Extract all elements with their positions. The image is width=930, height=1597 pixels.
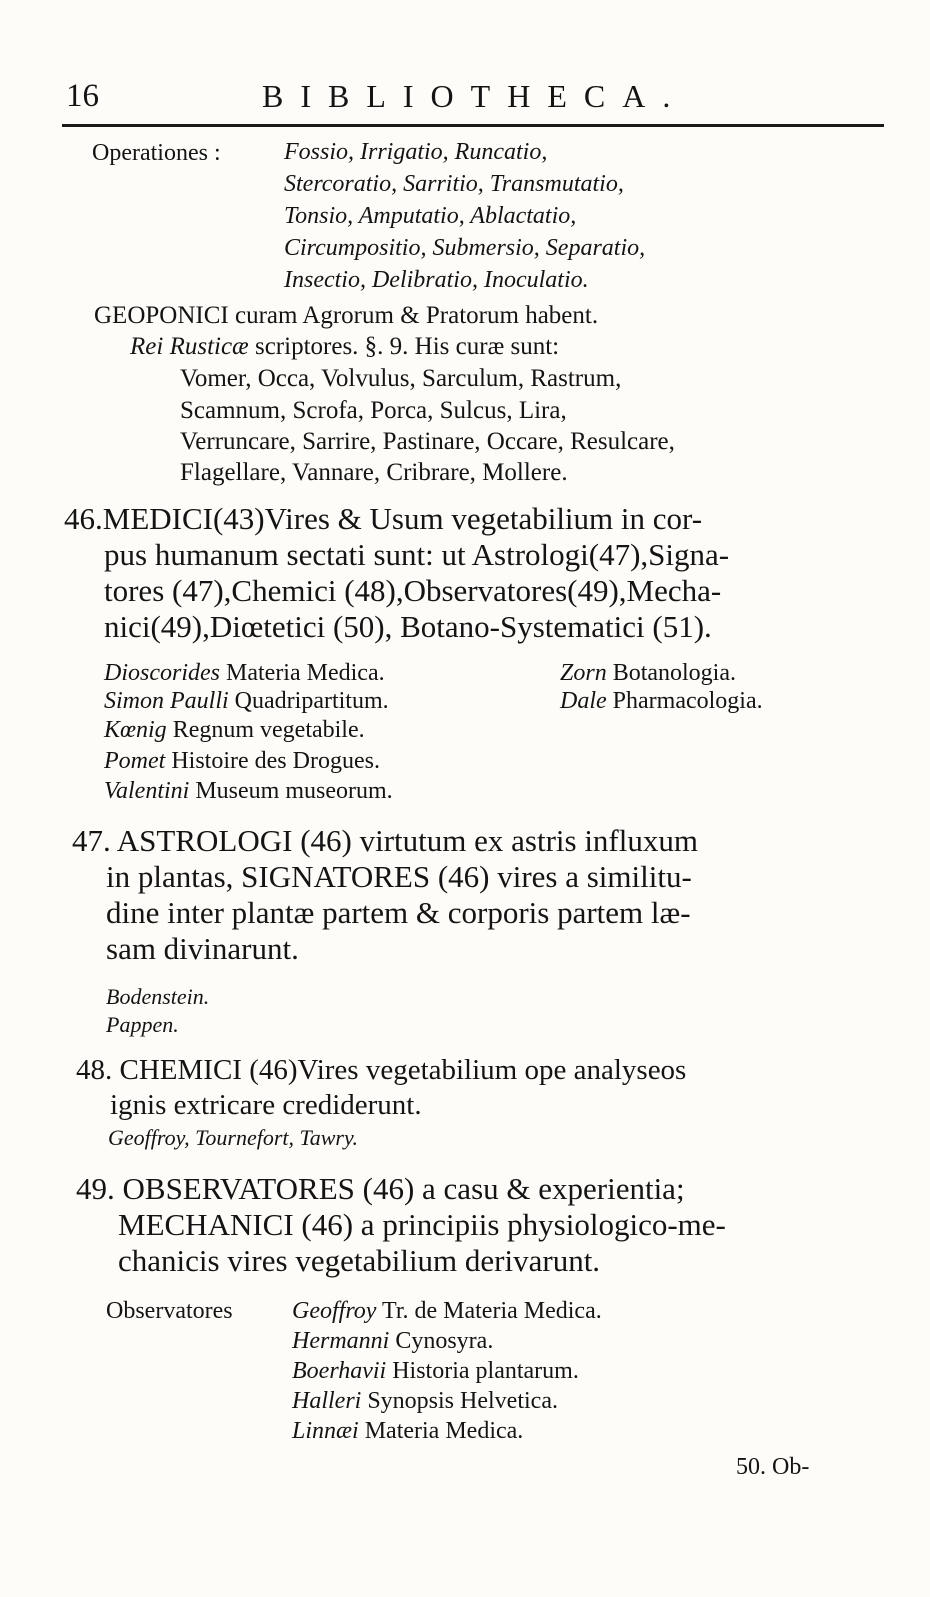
reference-entry: [292, 1296, 602, 1326]
ref-title: Museum museorum.: [195, 778, 393, 804]
geoponici-line: [130, 331, 559, 362]
operationes-label: Operationes :: [92, 140, 221, 166]
section-48-line: 48. CHEMICI (46)Vires vegetabilium ope analyseos: [76, 1054, 687, 1086]
ref-title: Cynosyra.: [395, 1328, 494, 1354]
operationes-line: Tonsio, Amputatio, Ablactatio,: [284, 203, 577, 229]
ref-title: Quadripartitum.: [234, 688, 389, 714]
section-48-line: ignis extricare crediderunt.: [110, 1089, 422, 1121]
reference-entry: [104, 746, 380, 776]
reference-entry: [560, 686, 763, 716]
operationes-line: Fossio, Irrigatio, Runcatio,: [284, 139, 548, 165]
running-title: BIBLIOTHECA.: [262, 78, 688, 114]
ref-author: Boerhavii: [292, 1358, 387, 1384]
section-49-line: MECHANICI (46) a principiis physiologico-me-: [118, 1207, 726, 1242]
operationes-line: Insectio, Delibratio, Inoculatio.: [284, 267, 589, 293]
ref-author: Hermanni: [292, 1328, 390, 1354]
section-47-line: in plantas, SIGNATORES (46) vires a similitu-: [106, 859, 692, 894]
ref-title: Tr. de Materia Medica.: [382, 1298, 602, 1324]
ref-title: Regnum vegetabile.: [172, 717, 365, 743]
geoponici-line: Flagellare, Vannare, Cribrare, Mollere.: [180, 459, 568, 486]
reference-entry: [104, 776, 393, 806]
ref-author: Halleri: [292, 1388, 362, 1414]
ref-title: Materia Medica.: [226, 660, 385, 686]
section-47-line: sam divinarunt.: [106, 931, 299, 966]
section-47-line: dine inter plantæ partem & corporis partem læ-: [106, 895, 691, 930]
ref-author: Linnæi: [292, 1418, 359, 1444]
reference-entry: Geoffroy, Tournefort, Tawry.: [108, 1125, 359, 1150]
section-49-line: chanicis vires vegetabilium derivarunt.: [118, 1243, 601, 1278]
section-49-line: 49. OBSERVATORES (46) a casu & experientia;: [76, 1171, 685, 1206]
page-number: 16: [66, 78, 99, 114]
geoponici-line: Scamnum, Scrofa, Porca, Sulcus, Lira,: [180, 397, 567, 424]
ref-title: Historia plantarum.: [392, 1358, 579, 1384]
ref-title: Histoire des Drogues.: [171, 748, 380, 774]
ref-title: Synopsis Helvetica.: [367, 1388, 558, 1414]
ref-author: Dale: [560, 688, 607, 714]
ref-author: Valentini: [104, 778, 190, 804]
reference-entry: [104, 658, 385, 688]
ref-author: Simon Paulli: [104, 688, 229, 714]
ref-title: Pharmacologia.: [612, 688, 763, 714]
ref-author: Geoffroy: [292, 1298, 377, 1324]
geoponici-heading: GEOPONICI curam Agrorum & Pratorum habent.: [94, 302, 599, 329]
reference-entry: [292, 1326, 493, 1356]
geoponici-line: Vomer, Occa, Volvulus, Sarculum, Rastrum,: [180, 365, 622, 392]
reference-entry: [292, 1416, 523, 1446]
header-rule: [62, 124, 884, 127]
ref-title: Materia Medica.: [364, 1418, 524, 1444]
ref-author: Pomet: [104, 748, 166, 774]
observatores-label: Observatores: [106, 1298, 233, 1324]
ref-title: Botanologia.: [612, 660, 737, 686]
reference-entry: Pappen.: [106, 1012, 179, 1037]
reference-entry: [104, 715, 365, 745]
ref-author: Dioscorides: [104, 660, 220, 686]
geoponici-line: Verruncare, Sarrire, Pastinare, Occare, Resulcare,: [180, 428, 675, 455]
ref-author: Kœnig: [104, 717, 167, 743]
catchword: 50. Ob-: [736, 1454, 810, 1480]
section-46-line: 46.MEDICI(43)Vires & Usum vegetabilium in cor-: [64, 501, 703, 536]
geoponici-line-rest: scriptores. §. 9. His curæ sunt:: [254, 333, 560, 360]
rei-rusticae: Rei Rusticæ: [130, 333, 249, 360]
section-46-line: tores (47),Chemici (48),Observatores(49),Mecha-: [104, 573, 722, 608]
reference-entry: Bodenstein.: [106, 984, 210, 1009]
reference-entry: [560, 658, 736, 688]
section-46-line: pus humanum sectati sunt: ut Astrologi(47),Signa-: [104, 537, 730, 572]
operationes-line: Stercoratio, Sarritio, Transmutatio,: [284, 171, 624, 197]
operationes-line: Circumpositio, Submersio, Separatio,: [284, 235, 646, 261]
reference-entry: [104, 686, 389, 716]
section-46-line: nici(49),Diœtetici (50), Botano-Systematici (51).: [104, 609, 712, 644]
reference-entry: [292, 1386, 558, 1416]
ref-author: Zorn: [560, 660, 607, 686]
reference-entry: [292, 1356, 579, 1386]
section-47-line: 47. ASTROLOGI (46) virtutum ex astris influxum: [72, 823, 698, 858]
